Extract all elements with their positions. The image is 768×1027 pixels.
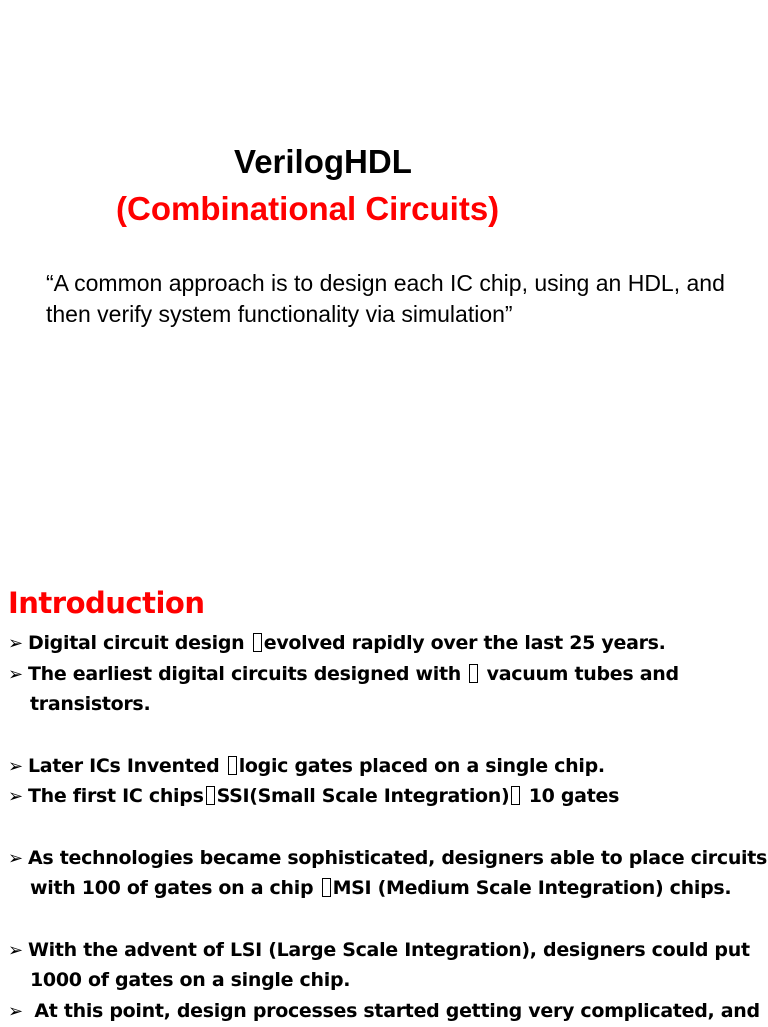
missing-glyph-icon: [469, 664, 478, 683]
missing-glyph-icon: [511, 786, 520, 805]
arrow-bullet-icon: ➢: [8, 844, 28, 875]
missing-glyph-icon: [253, 633, 262, 652]
list-item: ➢ The earliest digital circuits designed with vacuum tubes and: [8, 659, 768, 690]
arrow-bullet-icon: ➢: [8, 752, 28, 783]
list-item: ➢ With the advent of LSI (Large Scale Integration), designers could put: [8, 935, 768, 966]
slide-subtitle: (Combinational Circuits): [116, 190, 499, 228]
section-heading: Introduction: [8, 586, 205, 620]
missing-glyph-icon: [322, 878, 331, 897]
list-item: ➢ Later ICs Invented logic gates placed on a single chip.: [8, 751, 768, 782]
list-item: ➢ Digital circuit design evolved rapidly over the last 25 years.: [8, 628, 768, 659]
bullet-list: [8, 628, 768, 1026]
slide-title: VerilogHDL: [234, 143, 412, 181]
arrow-bullet-icon: ➢: [8, 660, 28, 691]
arrow-bullet-icon: ➢: [8, 782, 28, 813]
list-item-continuation: with 100 of gates on a chip MSI (Medium Scale Integration) chips.: [8, 873, 768, 904]
arrow-bullet-icon: ➢: [8, 997, 28, 1027]
slide-quote: “A common approach is to design each IC chip, using an HDL, and then verify system functionality via simulation”: [46, 268, 746, 330]
missing-glyph-icon: [206, 786, 215, 805]
list-item: ➢ As technologies became sophisticated, designers able to place circuits: [8, 843, 768, 874]
list-item: ➢ At this point, design processes started getting very complicated, and: [8, 996, 768, 1027]
arrow-bullet-icon: ➢: [8, 936, 28, 967]
list-item-continuation: 1000 of gates on a single chip.: [8, 965, 768, 996]
missing-glyph-icon: [228, 756, 237, 775]
arrow-bullet-icon: ➢: [8, 629, 28, 660]
list-item-continuation: transistors.: [8, 689, 768, 720]
list-item: ➢ The first IC chips SSI(Small Scale Integration) 10 gates: [8, 781, 768, 812]
